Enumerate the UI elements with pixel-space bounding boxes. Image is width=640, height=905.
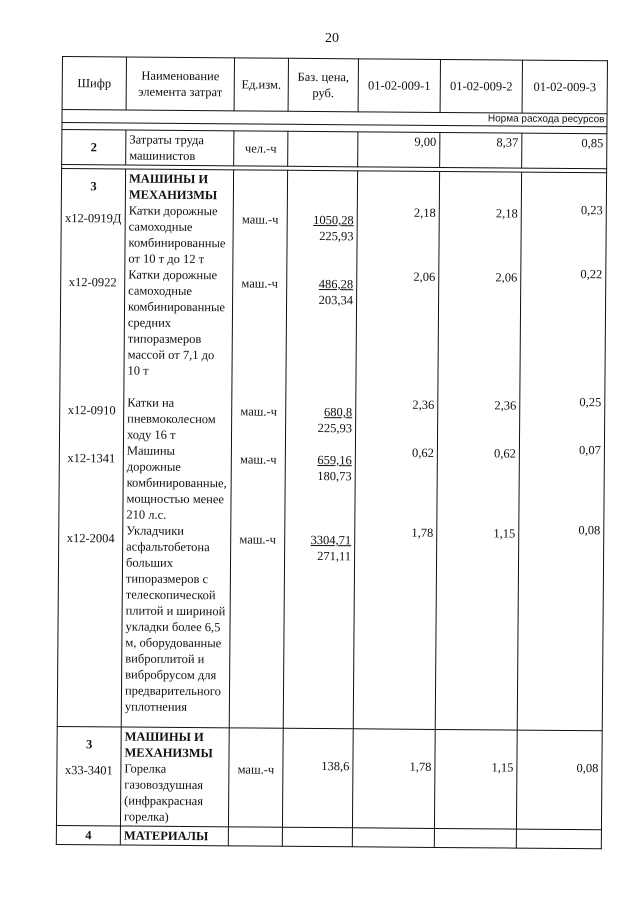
item-v1: 2,18 <box>413 205 436 220</box>
item-code: х12-2004 <box>66 531 115 546</box>
item-name: Катки дорожные самоходные комбинированные от 10 т до 12 т <box>128 203 226 267</box>
item-v1: 2,06 <box>413 269 436 284</box>
header-price: Баз. цена, руб. <box>288 58 358 112</box>
machines-names <box>121 169 233 728</box>
item-v2: 2,06 <box>495 270 518 285</box>
item-v1: 1,78 <box>411 525 434 540</box>
materials-code: 4 <box>56 825 120 845</box>
labor-v3: 0,85 <box>522 133 607 169</box>
labor-code: 2 <box>62 130 126 166</box>
table-header-row <box>62 57 607 114</box>
labor-unit: чел.-ч <box>234 131 288 166</box>
machines-v3 <box>517 172 606 731</box>
item-unit: маш.-ч <box>239 452 277 467</box>
machines2-v2 <box>434 729 517 829</box>
item-name: Горелка газовоздушная (инфракрасная горелка) <box>123 761 204 824</box>
section-title: МАШИНЫ И МЕХАНИЗМЫ <box>124 729 213 761</box>
header-col2: 01-02-009-2 <box>440 59 522 113</box>
item-v3: 0,22 <box>580 267 603 282</box>
item-code: х12-0910 <box>67 403 116 418</box>
item-price: 486,28 203,34 <box>318 277 354 308</box>
section-title: МАШИНЫ И МЕХАНИЗМЫ <box>128 171 218 203</box>
item-code: х12-0919Д <box>64 211 122 226</box>
item-price: 659,16 180,73 <box>317 453 352 484</box>
item-unit: маш.-ч <box>237 762 275 777</box>
item-price: 680,8 225,93 <box>317 405 353 436</box>
header-unit: Ед.изм. <box>234 58 288 111</box>
page-number: 20 <box>325 31 339 46</box>
item-unit: маш.-ч <box>241 276 279 291</box>
table-row-labor <box>62 130 607 169</box>
item-v1: 2,36 <box>412 397 435 412</box>
table-row-machines-2 <box>56 726 602 829</box>
section-code: 3 <box>90 179 97 194</box>
item-v3: 0,08 <box>578 523 601 538</box>
item-price: 3304,71 271,11 <box>310 532 352 564</box>
item-name: Машины дорожные комбинированные, мощностью менее 210 л.с. <box>126 443 227 522</box>
machines2-unit <box>228 728 283 827</box>
item-unit: маш.-ч <box>241 212 279 227</box>
machines-v1 <box>353 171 439 730</box>
item-v1: 1,78 <box>409 759 432 774</box>
item-code: х12-0922 <box>68 275 117 290</box>
item-name: Катки дорожные самоходные комбинированные средних типоразмеров массой от 7,1 до 10 т <box>127 267 225 378</box>
item-code: х12-1341 <box>67 451 116 466</box>
table-row-materials <box>56 825 601 848</box>
item-v1: 0,62 <box>411 445 434 460</box>
header-col1: 01-02-009-1 <box>358 59 440 113</box>
item-v3: 0,07 <box>578 443 601 458</box>
item-price: 138,6 <box>321 759 350 774</box>
materials-title: МАТЕРИАЛЫ <box>120 826 228 846</box>
machines-units <box>229 170 287 728</box>
item-v3: 0,23 <box>580 203 603 218</box>
labor-name: Затраты труда машинистов <box>126 130 234 166</box>
machines-v2 <box>435 171 521 730</box>
item-code: х33-3401 <box>64 763 113 778</box>
item-name: Укладчики асфальтобетона больших типоразмеров с телескопической плитой и шириной укладки более 6,5 м, оборудованные виброплитой и вибробрусом для предварительного уплотнения <box>124 523 226 715</box>
labor-v2: 8,37 <box>440 132 522 168</box>
item-v2: 2,18 <box>495 206 518 221</box>
header-code: Шифр <box>62 57 126 111</box>
machines2-codes <box>56 726 121 825</box>
section-code: 3 <box>85 737 93 752</box>
table-row-machines <box>57 169 606 731</box>
item-v2: 1,15 <box>493 526 516 541</box>
machines2-price <box>282 728 353 828</box>
item-unit: маш.-ч <box>239 532 277 547</box>
item-price: 1050,28 225,93 <box>313 212 354 244</box>
item-name: Катки на пневмоколесном ходу 16 т <box>126 395 216 442</box>
item-v2: 2,36 <box>494 398 517 413</box>
machines2-v1 <box>352 729 435 829</box>
norm-label: Норма расхода ресурсов <box>62 110 607 127</box>
labor-v1: 9,00 <box>358 132 440 168</box>
machines-prices <box>283 170 357 729</box>
machines-codes <box>57 169 125 727</box>
header-name: Наименование элемента затрат <box>126 57 234 111</box>
item-v3: 0,08 <box>576 761 599 776</box>
item-v2: 1,15 <box>491 760 514 775</box>
resource-table-sheet <box>56 56 607 844</box>
item-v3: 0,25 <box>579 395 602 410</box>
header-col3: 01-02-009-3 <box>522 60 607 114</box>
resource-table <box>56 56 608 849</box>
machines2-names <box>120 727 229 827</box>
labor-price <box>288 131 358 167</box>
machines2-v3 <box>516 730 602 830</box>
item-unit: маш.-ч <box>240 404 278 419</box>
item-v2: 0,62 <box>493 446 516 461</box>
